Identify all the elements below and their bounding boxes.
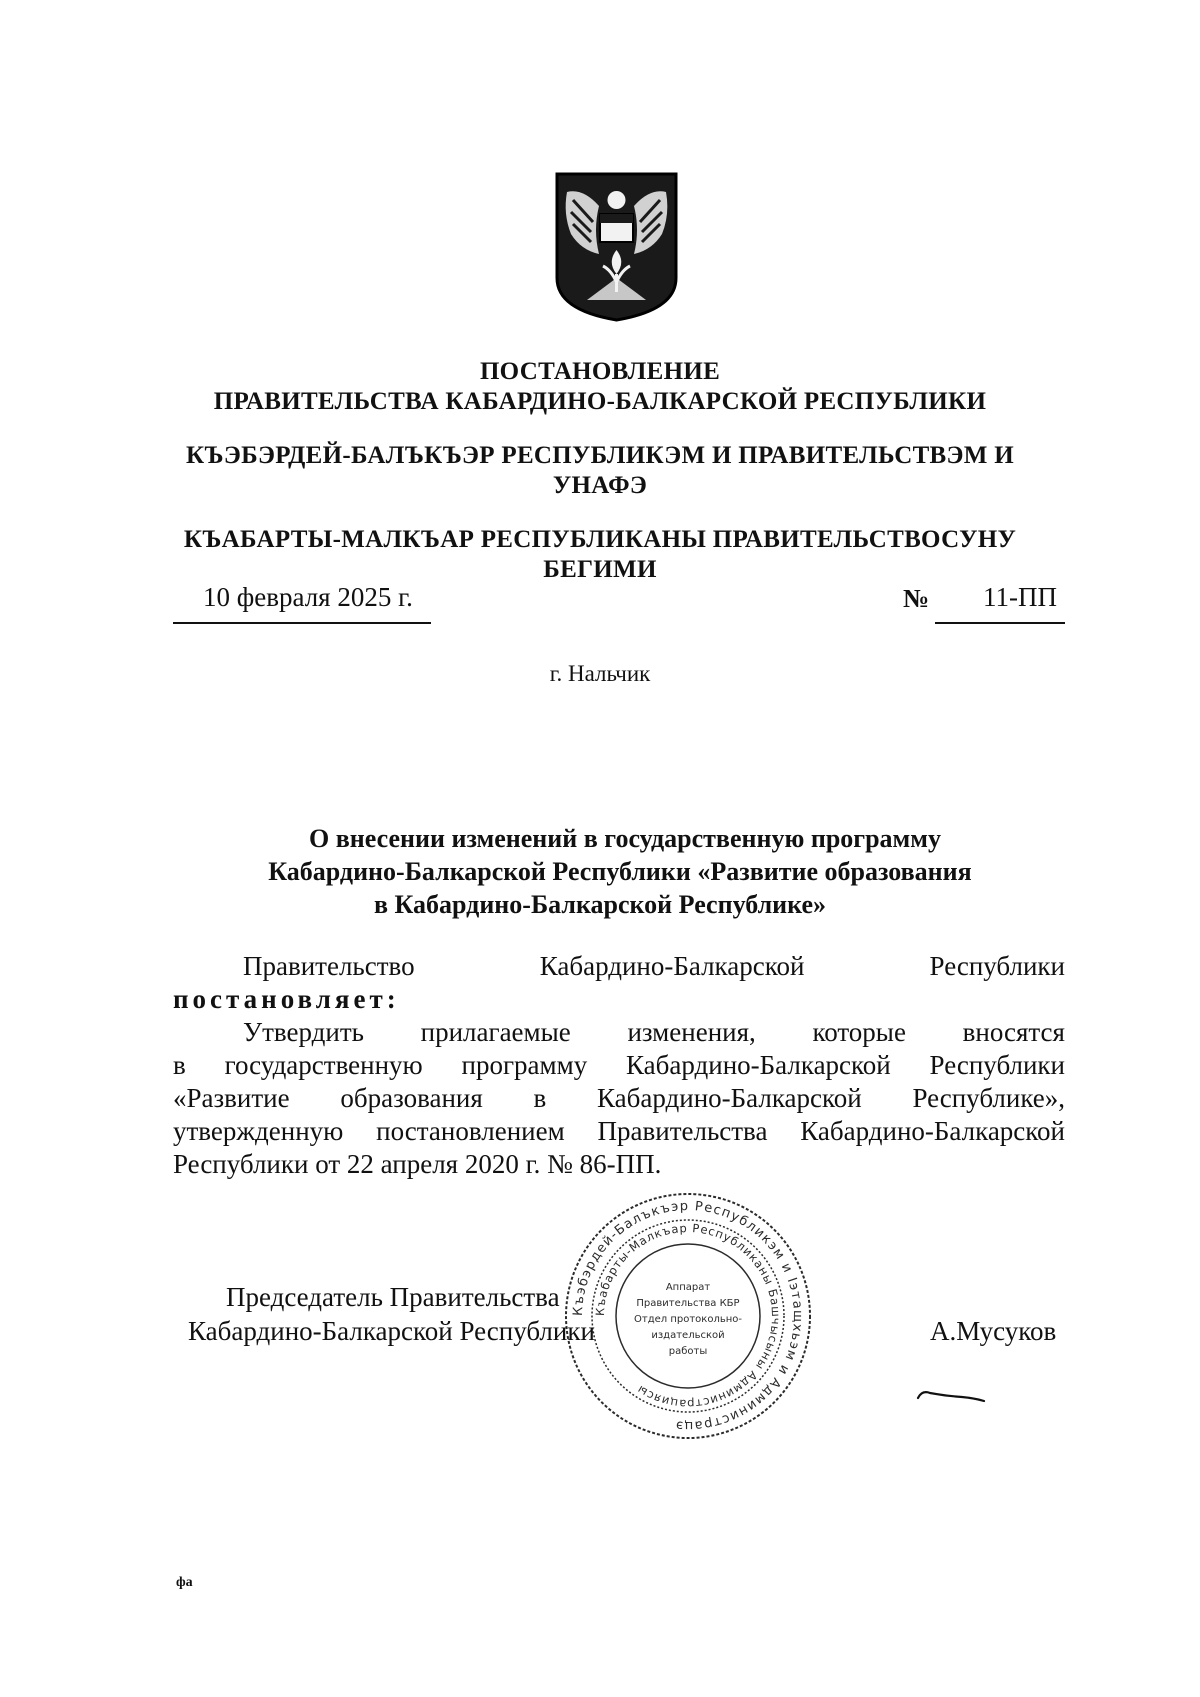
body-word: которые [812,1017,906,1047]
body-word: изменения, [627,1017,756,1047]
stamp-center-line1: Аппарат [665,1282,711,1293]
body-word: Правительства [597,1116,768,1146]
issuer-russian: ПРАВИТЕЛЬСТВА КАБАРДИНО-БАЛКАРСКОЙ РЕСПУБЛИКИ [213,388,987,415]
signatory-position-line1: Председатель Правительства [226,1282,560,1312]
body-word: Кабардино-Балкарской [597,1083,862,1113]
body-word: Республике», [912,1083,1065,1113]
body-word: Республики [929,951,1065,981]
body-word: Кабардино-Балкарской [539,951,805,981]
body-word: Кабардино-Балкарской [626,1050,891,1080]
resolves-word: постановляет: [173,984,400,1014]
issuer-balkar-line2: БЕГИМИ [543,556,657,583]
body-word: в [173,1050,186,1080]
body-line-3 [173,1016,1065,1049]
date-field [173,582,431,624]
stamp-center-line3: Отдел протокольно- [634,1314,742,1325]
stamp-outer-text: Къэбэрдей-Балъкъэр Республикэм и Іэтащхьэм и Администрацэ [570,1198,806,1434]
body-word: постановлением [376,1116,565,1146]
document-type: ПОСТАНОВЛЕНИЕ [479,358,721,385]
body-line-5 [173,1082,1065,1115]
number-sign: № [903,584,930,613]
issuer-kabardian-line2: УНАФЭ [552,472,648,499]
document-date: 10 февраля 2025 г. [203,582,413,612]
body-word: в [533,1083,547,1113]
body-word: государственную [224,1050,423,1080]
body-line-6 [173,1115,1065,1148]
official-stamp [562,1190,814,1442]
title-line3: в Кабардино-Балкарской Республике» [374,890,827,919]
signatory-position-line2: Кабардино-Балкарской Республики [188,1316,595,1346]
title-line1: О внесении изменений в государственную программу [309,824,941,853]
handwritten-signature [916,1384,986,1406]
body-line-1 [173,950,1065,983]
body-word: «Развитие [173,1083,290,1113]
body-word: утвержденную [173,1116,344,1146]
document-number: 11-ПП [983,582,1057,612]
coat-of-arms-emblem [553,170,680,322]
stamp-inner-text: Къабарты-Малкъар Республиканы Башчысыны Администрациясы [592,1220,784,1412]
body-word: прилагаемые [420,1017,571,1047]
body-word: Республики [929,1050,1065,1080]
city: г. Нальчик [549,661,651,686]
title-line2: Кабардино-Балкарской Республики «Развитие образования [268,857,972,886]
document-title [0,822,1200,921]
body-word: вносятся [962,1017,1065,1047]
stamp-center-line4: издательской [651,1330,725,1341]
issuer-kabardian-line1: КЪЭБЭРДЕЙ-БАЛЪКЪЭР РЕСПУБЛИКЭМ И ПРАВИТЕЛЬСТВЭМ И [186,442,1014,469]
body-word: Правительство [243,951,415,981]
document-body [173,950,1065,1181]
signatory-name: А.Мусуков [930,1316,1057,1346]
body-word: программу [461,1050,588,1080]
body-line-4 [173,1049,1065,1082]
stamp-center-line5: работы [668,1346,708,1357]
stamp-center-line2: Правительства КБР [636,1298,740,1309]
body-word: Утвердить [243,1017,364,1047]
footer-mark: фа [176,1575,193,1590]
body-word: образования [340,1083,483,1113]
body-word: Кабардино-Балкарской [800,1116,1065,1146]
body-line-7: Республики от 22 апреля 2020 г. № 86-ПП. [173,1149,662,1179]
issuer-balkar-line1: КЪАБАРТЫ-МАЛКЪАР РЕСПУБЛИКАНЫ ПРАВИТЕЛЬСТВОСУНУ [183,526,1017,553]
number-field [935,582,1065,624]
